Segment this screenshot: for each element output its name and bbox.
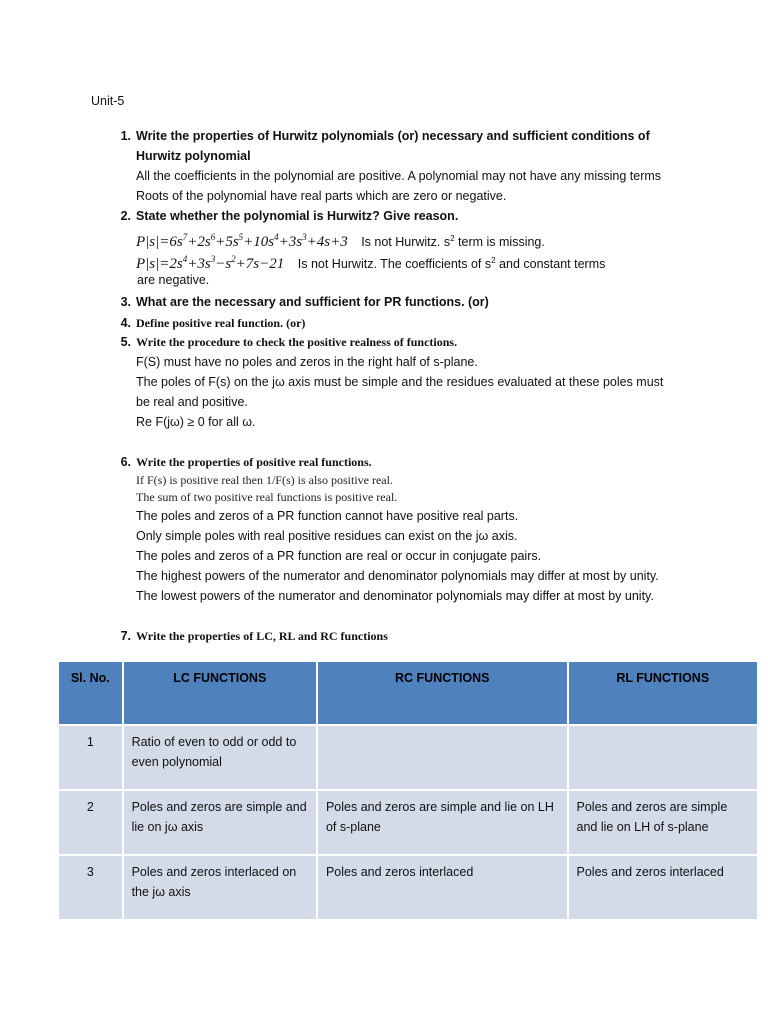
question-number: 7. [120, 629, 131, 643]
header-rc-functions: RC FUNCTIONS [317, 661, 568, 725]
table-cell: Poles and zeros are simple and lie on LH of s-plane [568, 790, 759, 855]
table-cell [568, 725, 759, 790]
answer-line: F(S) must have no poles and zeros in the right half of s-plane. [136, 355, 478, 369]
answer-line: Re F(jω) ≥ 0 for all ω. [136, 415, 256, 429]
question-7 [113, 626, 713, 646]
answer-line: The poles and zeros of a PR function are real or occur in conjugate pairs. [136, 549, 542, 563]
question-2 [113, 206, 713, 290]
answer-line: The poles and zeros of a PR function cannot have positive real parts. [136, 509, 519, 523]
table-cell: Poles and zeros are simple and lie on LH of s-plane [317, 790, 568, 855]
question-6 [113, 452, 713, 606]
header-rl-functions: RL FUNCTIONS [568, 661, 759, 725]
answer-line: be real and positive. [136, 395, 248, 409]
unit-heading: Unit-5 [91, 94, 125, 108]
table-row [58, 790, 758, 855]
table-cell: Ratio of even to odd or odd to even polynomial [123, 725, 317, 790]
question-number: 6. [120, 455, 131, 469]
question-5 [113, 332, 713, 432]
table-cell: Poles and zeros interlaced [317, 855, 568, 920]
question-4 [113, 313, 713, 333]
question-number: 4. [120, 316, 131, 330]
table-cell [317, 725, 568, 790]
polynomial-equation: $P|s|=2s^4+3s^3-s^2+7s-21$ [136, 254, 285, 272]
question-title-line: Write the properties of Hurwitz polynomials (or) necessary and sufficient conditions of [136, 129, 650, 143]
table-cell: 1 [58, 725, 123, 790]
answer-line: All the coefficients in the polynomial are positive. A polynomial may not have any missing terms [136, 169, 662, 183]
answer-line: The sum of two positive real functions is positive real. [136, 490, 398, 504]
equation-row-2 [136, 248, 713, 270]
question-title: What are the necessary and sufficient for PR functions. (or) [136, 295, 489, 309]
answer-line: The highest powers of the numerator and denominator polynomials may differ at most by unity. [136, 569, 659, 583]
table-cell: 3 [58, 855, 123, 920]
answer-line: Only simple poles with real positive residues can exist on the jω axis. [136, 529, 518, 543]
answer-line: Roots of the polynomial have real parts which are zero or negative. [136, 189, 507, 203]
question-title: Write the procedure to check the positive realness of functions. [136, 335, 458, 349]
question-title: Write the properties of positive real functions. [136, 455, 372, 469]
question-1 [113, 126, 713, 206]
table-header-row [58, 661, 758, 725]
equation-note: Is not Hurwitz. The coefficients of $s^2$ and constant terms [297, 255, 606, 271]
question-title: Write the properties of LC, RL and RC functions [136, 629, 388, 643]
table-row [58, 855, 758, 920]
equation-note-continued: are negative. [137, 273, 210, 287]
question-number: 3. [120, 295, 131, 309]
question-title: State whether the polynomial is Hurwitz? Give reason. [136, 209, 459, 223]
table-cell: Poles and zeros interlaced on the jω axis [123, 855, 317, 920]
question-title-line: Hurwitz polynomial [136, 149, 251, 163]
answer-line: The lowest powers of the numerator and denominator polynomials may differ at most by unity. [136, 589, 654, 603]
question-number: 1. [120, 129, 131, 143]
polynomial-equation: $P|s|=6s^7+2s^6+5s^5+10s^4+3s^3+4s+3$ [136, 232, 348, 250]
table-row [58, 725, 758, 790]
equation-note: Is not Hurwitz. $s^2$ term is missing. [361, 233, 545, 249]
question-number: 2. [120, 209, 131, 223]
equation-row-1 [136, 226, 713, 248]
functions-table [57, 660, 759, 921]
question-title: Define positive real function. (or) [136, 316, 306, 330]
table-cell: 2 [58, 790, 123, 855]
question-number: 5. [120, 335, 131, 349]
header-sl-no: Sl. No. [58, 661, 123, 725]
answer-line: If F(s) is positive real then 1/F(s) is also positive real. [136, 473, 393, 487]
question-3 [113, 292, 713, 312]
answer-line: The poles of F(s) on the jω axis must be simple and the residues evaluated at these poles must [136, 375, 664, 389]
table-cell: Poles and zeros interlaced [568, 855, 759, 920]
table-cell: Poles and zeros are simple and lie on jω axis [123, 790, 317, 855]
header-lc-functions: LC FUNCTIONS [123, 661, 317, 725]
